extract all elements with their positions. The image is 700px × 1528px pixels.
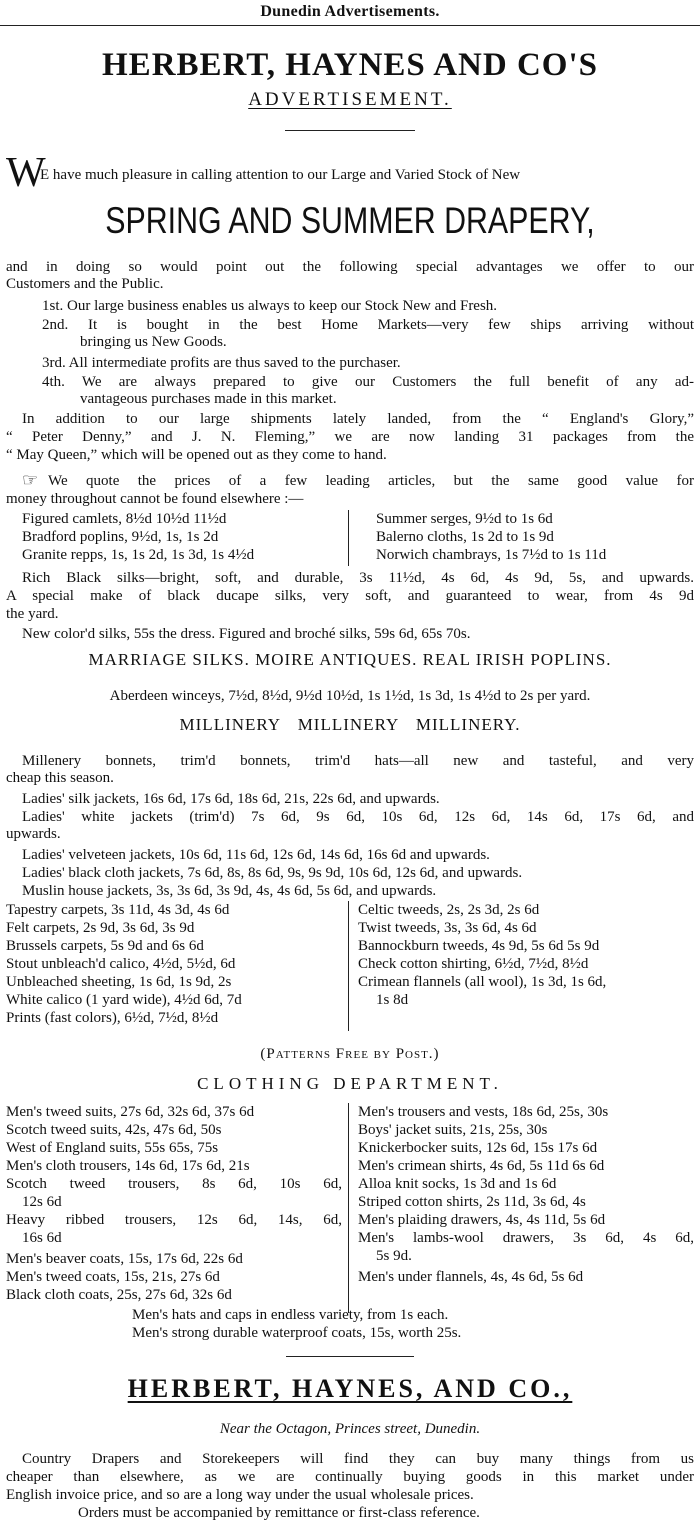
- clothing-right-5: Alloa knit socks, 1s 3d and 1s 6d: [358, 1176, 557, 1192]
- clothing-right-8-cont: 5s 9d.: [376, 1248, 412, 1264]
- hats-line: Men's hats and caps in endless variety, from 1s each.: [132, 1307, 449, 1323]
- millinery-line-2: cheap this season.: [6, 770, 114, 786]
- goods-right-2: Twist tweeds, 3s, 3s 6d, 4s 6d: [358, 920, 537, 936]
- clothing-left-6: Heavy ribbed trousers, 12s 6d, 14s, 6d,: [6, 1212, 342, 1228]
- clothing-right-2: Boys' jacket suits, 21s, 25s, 30s: [358, 1122, 548, 1138]
- clothing-right-4: Men's crimean shirts, 4s 6d, 5s 11d 6s 6d: [358, 1158, 605, 1174]
- millinery-line-8: Muslin house jackets, 3s, 3s 6d, 3s 9d, 4s, 4s 6d, 5s 6d, and upwards.: [22, 883, 437, 899]
- price-right-1: Summer serges, 9½d to 1s 6d: [376, 511, 553, 527]
- para1-line-1: and in doing so would point out the following special advantages we offer to our: [6, 259, 694, 275]
- headline: SPRING AND SUMMER DRAPERY,: [105, 200, 595, 241]
- clothing-left-2: Scotch tweed suits, 42s, 47s 6d, 50s: [6, 1122, 222, 1138]
- clothing-left-9: Black cloth coats, 25s, 27s 6d, 32s 6d: [6, 1287, 232, 1303]
- goods-left-5: Unbleached sheeting, 1s 6d, 1s 9d, 2s: [6, 974, 232, 990]
- advantage-2-cont: bringing us New Goods.: [80, 334, 227, 350]
- advertisement-subtitle: ADVERTISEMENT.: [248, 89, 452, 110]
- goods-column-divider: [348, 901, 349, 1031]
- silks-caps-line: MARRIAGE SILKS. MOIRE ANTIQUES. REAL IRISH POPLINS.: [88, 650, 612, 669]
- silks-line-3: the yard.: [6, 606, 59, 622]
- clothing-heading: CLOTHING DEPARTMENT.: [197, 1074, 503, 1093]
- shipments-line-3: “ May Queen,” which will be opened out as they come to hand.: [6, 447, 387, 463]
- millinery-line-7: Ladies' black cloth jackets, 7s 6d, 8s, 8s 6d, 9s, 9s 9d, 10s 6d, 12s 6d, and upwards.: [22, 865, 523, 881]
- page-header: Dunedin Advertisements.: [260, 3, 440, 20]
- advantage-2: 2nd. It is bought in the best Home Markets—very few ships arriving without: [42, 317, 694, 333]
- goods-left-2: Felt carpets, 2s 9d, 3s 6d, 3s 9d: [6, 920, 195, 936]
- clothing-left-7: Men's beaver coats, 15s, 17s 6d, 22s 6d: [6, 1251, 243, 1267]
- goods-left-7: Prints (fast colors), 6½d, 7½d, 8½d: [6, 1010, 219, 1026]
- shipments-line-1: In addition to our large shipments lately landed, from the “ England's Glory,”: [22, 411, 694, 427]
- closing-line-2: cheaper than elsewhere, as we are continually buying goods in this market under: [6, 1469, 694, 1485]
- firm-name: HERBERT, HAYNES AND CO'S: [102, 47, 598, 83]
- silks-line-2: A special make of black ducape silks, very soft, and guaranteed to wear, from 4s 9d: [6, 588, 694, 604]
- goods-left-6: White calico (1 yard wide), 4½d 6d, 7d: [6, 992, 242, 1008]
- prices-column-divider: [348, 510, 349, 566]
- clothing-left-3: West of England suits, 55s 65s, 75s: [6, 1140, 219, 1156]
- millinery-line-5: upwards.: [6, 826, 61, 842]
- advantage-1: 1st. Our large business enables us always to keep our Stock New and Fresh.: [42, 298, 498, 314]
- closing-line-4: Orders must be accompanied by remittance or first-class reference.: [78, 1505, 480, 1521]
- price-left-1: Figured camlets, 8½d 10½d 11½d: [22, 511, 227, 527]
- ornament-rule: [285, 130, 415, 131]
- clothing-right-9: Men's under flannels, 4s, 4s 6d, 5s 6d: [358, 1269, 584, 1285]
- goods-right-1: Celtic tweeds, 2s, 2s 3d, 2s 6d: [358, 902, 540, 918]
- clothing-left-4: Men's cloth trousers, 14s 6d, 17s 6d, 21s: [6, 1158, 250, 1174]
- shipments-line-2: “ Peter Denny,” and J. N. Fleming,” we are now landing 31 packages from the: [6, 429, 694, 445]
- closing-line-1: Country Drapers and Storekeepers will find they can buy many things from us: [22, 1451, 694, 1467]
- millinery-line-3: Ladies' silk jackets, 16s 6d, 17s 6d, 18s 6d, 21s, 22s 6d, and upwards.: [22, 791, 440, 807]
- footer-firm-name: HERBERT, HAYNES, AND CO.,: [127, 1374, 573, 1403]
- drop-cap: W: [6, 150, 46, 196]
- footer-rule: [286, 1356, 414, 1357]
- goods-right-5-cont: 1s 8d: [376, 992, 409, 1008]
- winceys-line: Aberdeen winceys, 7½d, 8½d, 9½d 10½d, 1s 1½d, 1s 3d, 1s 4½d to 2s per yard.: [109, 688, 591, 704]
- clothing-left-6-cont: 16s 6d: [22, 1230, 62, 1246]
- clothing-right-7: Men's plaiding drawers, 4s, 4s 11d, 5s 6d: [358, 1212, 606, 1228]
- quote-line-1: We quote the prices of a few leading articles, but the same good value for: [48, 473, 694, 489]
- goods-left-4: Stout unbleach'd calico, 4½d, 5½d, 6d: [6, 956, 236, 972]
- clothing-right-6: Striped cotton shirts, 2s 11d, 3s 6d, 4s: [358, 1194, 586, 1210]
- millinery-line-6: Ladies' velveteen jackets, 10s 6d, 11s 6d, 12s 6d, 14s 6d, 16s 6d and upwards.: [22, 847, 490, 863]
- intro-line: E have much pleasure in calling attention to our Large and Varied Stock of New: [40, 167, 521, 183]
- advantage-4: 4th. We are always prepared to give our Customers the full benefit of any ad-: [42, 374, 694, 390]
- price-left-3: Granite repps, 1s, 1s 2d, 1s 3d, 1s 4½d: [22, 547, 255, 563]
- clothing-right-1: Men's trousers and vests, 18s 6d, 25s, 30s: [358, 1104, 609, 1120]
- goods-right-4: Check cotton shirting, 6½d, 7½d, 8½d: [358, 956, 589, 972]
- advantage-4-cont: vantageous purchases made in this market.: [80, 391, 337, 407]
- clothing-left-5: Scotch tweed trousers, 8s 6d, 10s 6d,: [6, 1176, 342, 1192]
- goods-right-5: Crimean flannels (all wool), 1s 3d, 1s 6d,: [358, 974, 607, 990]
- price-right-2: Balerno cloths, 1s 2d to 1s 9d: [376, 529, 554, 545]
- advantage-3: 3rd. All intermediate profits are thus saved to the purchaser.: [42, 355, 401, 371]
- clothing-column-divider: [348, 1103, 349, 1313]
- clothing-left-5-cont: 12s 6d: [22, 1194, 62, 1210]
- silks-line-1: Rich Black silks—bright, soft, and durable, 3s 11½d, 4s 6d, 4s 9d, 5s, and upwards.: [22, 570, 694, 586]
- goods-right-3: Bannockburn tweeds, 4s 9d, 5s 6d 5s 9d: [358, 938, 600, 954]
- coats-line: Men's strong durable waterproof coats, 15s, worth 25s.: [132, 1325, 462, 1341]
- pointing-hand-icon: ☞: [22, 470, 39, 490]
- millinery-line-4: Ladies' white jackets (trim'd) 7s 6d, 9s 6d, 10s 6d, 12s 6d, 14s 6d, 17s 6d, and: [22, 809, 694, 825]
- clothing-left-8: Men's tweed coats, 15s, 21s, 27s 6d: [6, 1269, 220, 1285]
- millinery-heading: MILLINERY MILLINERY MILLINERY.: [179, 715, 521, 734]
- quote-line-2: money throughout cannot be found elsewhere :—: [6, 491, 304, 507]
- clothing-left-1: Men's tweed suits, 27s 6d, 32s 6d, 37s 6d: [6, 1104, 255, 1120]
- address: Near the Octagon, Princes street, Dunedin.: [219, 1421, 481, 1437]
- clothing-right-8: Men's lambs-wool drawers, 3s 6d, 4s 6d,: [358, 1230, 694, 1246]
- price-right-3: Norwich chambrays, 1s 7½d to 1s 11d: [376, 547, 607, 563]
- clothing-right-3: Knickerbocker suits, 12s 6d, 15s 17s 6d: [358, 1140, 598, 1156]
- price-left-2: Bradford poplins, 9½d, 1s, 1s 2d: [22, 529, 219, 545]
- para1-line-2: Customers and the Public.: [6, 276, 164, 292]
- millinery-line-1: Millenery bonnets, trim'd bonnets, trim'd hats—all new and tasteful, and very: [22, 753, 694, 769]
- patterns-note: (Patterns Free by Post.): [260, 1046, 440, 1062]
- silks-line-4: New color'd silks, 55s the dress. Figured and broché silks, 59s 6d, 65s 70s.: [22, 626, 471, 642]
- goods-left-1: Tapestry carpets, 3s 11d, 4s 3d, 4s 6d: [6, 902, 230, 918]
- goods-left-3: Brussels carpets, 5s 9d and 6s 6d: [6, 938, 204, 954]
- header-rule: [0, 25, 700, 26]
- closing-line-3: English invoice price, and so are a long way under the usual wholesale prices.: [6, 1487, 474, 1503]
